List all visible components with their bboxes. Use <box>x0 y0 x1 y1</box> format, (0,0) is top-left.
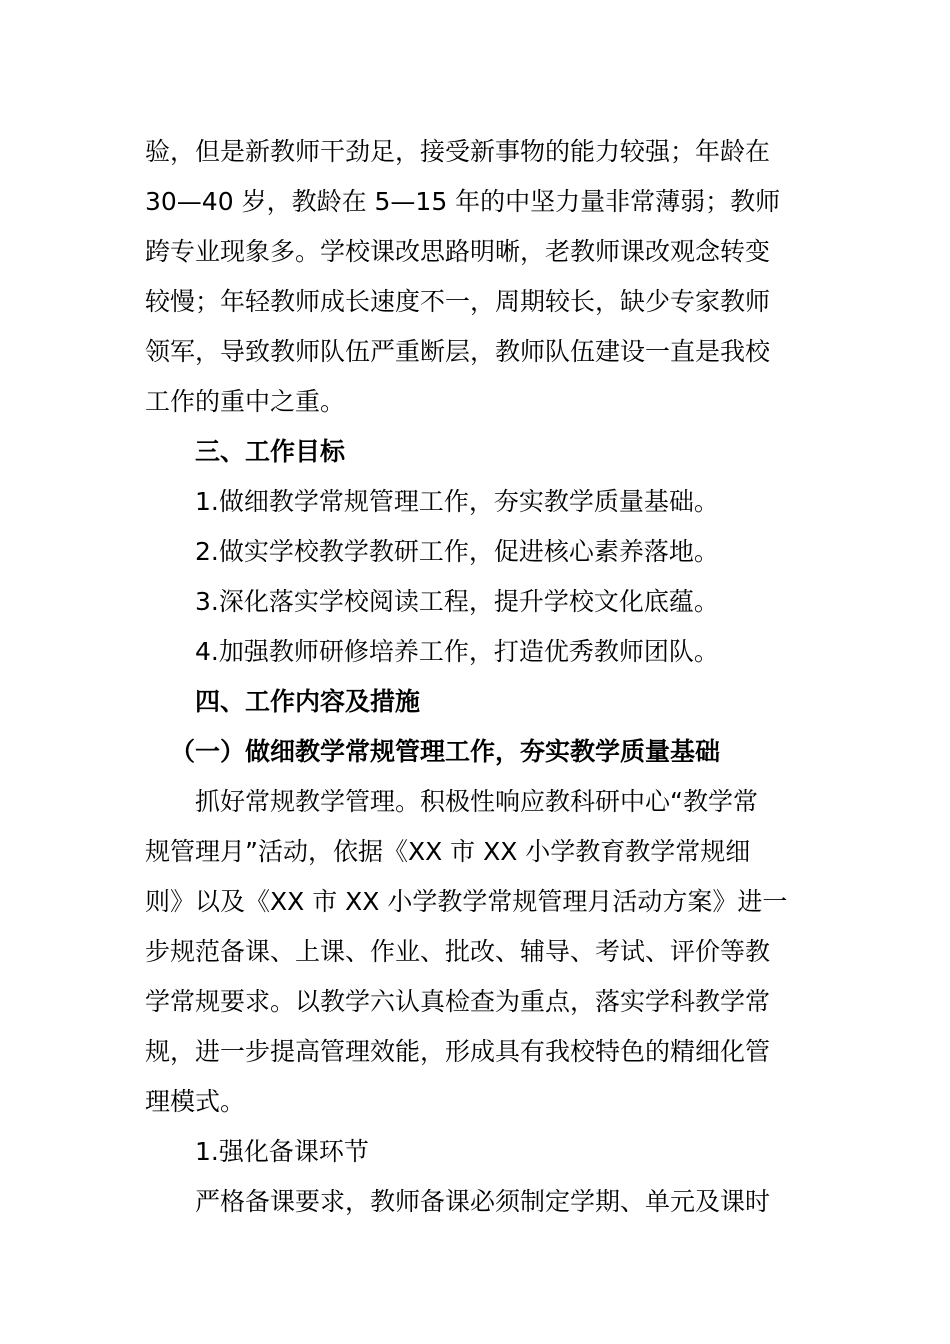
section-heading-measures: 四、工作内容及措施 <box>195 687 421 716</box>
paragraph-line: 领军，导致教师队伍严重断层，教师队伍建设一直是我校 <box>145 337 771 366</box>
goal-item: 3.深化落实学校阅读工程，提升学校文化底蕴。 <box>195 587 719 616</box>
paragraph-line: 理模式。 <box>145 1087 246 1116</box>
paragraph-line: 工作的重中之重。 <box>145 387 346 416</box>
paragraph-line: 规管理月”活动，依据《XX 市 XX 小学教育教学常规细 <box>145 837 751 866</box>
paragraph-line: 学常规要求。以教学六认真检查为重点，落实学科教学常 <box>145 987 771 1016</box>
paragraph-line: 较慢；年轻教师成长速度不一，周期较长，缺少专家教师 <box>145 287 771 316</box>
paragraph-line: 验，但是新教师干劲足，接受新事物的能力较强；年龄在 <box>145 137 771 166</box>
paragraph-line: 跨专业现象多。学校课改思路明晰，老教师课改观念转变 <box>145 237 771 266</box>
goal-item: 1.做细教学常规管理工作，夯实教学质量基础。 <box>195 487 719 516</box>
paragraph-line: 抓好常规教学管理。积极性响应教科研中心“教学常 <box>195 787 758 816</box>
paragraph-line: 则》以及《XX 市 XX 小学教学常规管理月活动方案》进一 <box>145 887 788 916</box>
goal-item: 4.加强教师研修培养工作，打造优秀教师团队。 <box>195 637 719 666</box>
paragraph-line: 30—40 岁，教龄在 5—15 年的中坚力量非常薄弱；教师 <box>145 187 781 216</box>
goal-item: 2.做实学校教学教研工作，促进核心素养落地。 <box>195 537 719 566</box>
section-heading-goals: 三、工作目标 <box>195 437 346 466</box>
paragraph-line: 严格备课要求，教师备课必须制定学期、单元及课时 <box>195 1187 771 1216</box>
item-title: 1.强化备课环节 <box>195 1137 369 1166</box>
paragraph-line: 规，进一步提高管理效能，形成具有我校特色的精细化管 <box>145 1037 771 1066</box>
subsection-heading: （一）做细教学常规管理工作，夯实教学质量基础 <box>170 737 721 766</box>
paragraph-line: 步规范备课、上课、作业、批改、辅导、考试、评价等教 <box>145 937 771 966</box>
